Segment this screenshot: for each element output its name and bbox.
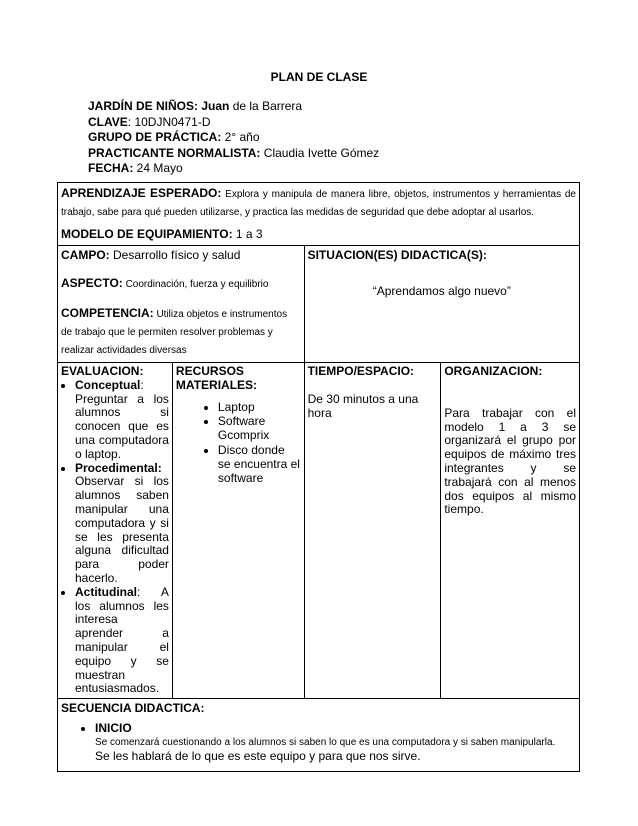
secuencia-label: SECUENCIA DIDACTICA:	[61, 701, 205, 716]
evaluacion-item-conceptual	[75, 379, 169, 462]
recursos-cell	[172, 363, 304, 699]
conceptual-text: : Preguntar a los alumnos si conocen que es una computadora o laptop.	[75, 377, 169, 461]
recurso-item: • Disco donde se encuentra el software	[218, 444, 301, 485]
inicio-line-1: Se comenzará cuestionando a los alumnos si saben lo que es una computadora y si saben manipularla.	[95, 737, 556, 749]
evaluacion-label: EVALUACION:	[61, 364, 144, 378]
campo-cell	[58, 246, 305, 363]
aprendizaje-row	[58, 183, 580, 246]
competencia-line	[61, 305, 301, 359]
clave-row	[88, 115, 379, 131]
clave-value: : 10DJN0471-D	[127, 114, 211, 129]
plan-table	[57, 182, 580, 772]
situacion-value: “Aprendamos algo nuevo”	[372, 284, 511, 298]
organizacion-cell	[441, 363, 580, 699]
jardin-value: de la Barrera	[229, 99, 303, 113]
competencia-label: COMPETENCIA:	[61, 306, 154, 320]
conceptual-title: Conceptual	[75, 377, 141, 392]
aprendizaje-text: Explora y manipula de manera libre, objetos, instrumentos y herramientas de trabajo, sabe para qué pueden utilizarse, y practica las medidas de seguridad que debe adoptar al usarlos.	[61, 189, 576, 218]
inicio-item	[95, 721, 576, 763]
campo-value: Desarrollo físico y salud	[109, 248, 241, 262]
inicio-list	[61, 721, 576, 763]
jardin-row	[88, 99, 379, 115]
aspecto-value: Coordinación, fuerza y equilibrio	[122, 279, 269, 290]
tiempo-label: TIEMPO/ESPACIO:	[307, 364, 415, 378]
fecha-value: 24 Mayo	[133, 161, 183, 175]
organizacion-label: ORGANIZACION:	[444, 364, 543, 378]
tiempo-cell	[304, 363, 441, 699]
modelo-value: 1 a 3	[232, 227, 263, 241]
header-block	[88, 99, 379, 177]
evaluacion-item-actitudinal	[75, 586, 169, 696]
aprendizaje-label: APRENDIZAJE ESPERADO:	[61, 186, 222, 200]
situacion-cell	[304, 246, 579, 363]
evaluacion-row	[58, 363, 580, 699]
evaluacion-list	[61, 379, 169, 696]
secuencia-cell	[58, 699, 580, 772]
recurso-item: • Software Gcomprix	[218, 415, 301, 443]
campo-row	[58, 246, 580, 363]
fecha-label: FECHA:	[88, 161, 134, 175]
actitudinal-text: : A los alumnos les interesa aprender a manipular el equipo y se muestran entusiasmados.	[75, 584, 169, 696]
organizacion-value: Para trabajar con el modelo 1 a 3 se organizará el grupo por equipos de máximo tres integrantes y se trabajará con al menos dos equipos al mismo tiempo.	[444, 405, 576, 517]
recurso-item: • Laptop	[218, 401, 301, 415]
jardin-value-bold: Juan	[201, 99, 230, 113]
modelo-label: MODELO DE EQUIPAMIENTO:	[61, 227, 233, 241]
evaluacion-item-procedimental	[75, 462, 169, 586]
campo-line	[61, 248, 301, 263]
situacion-label: SITUACION(ES) DIDACTICA(S):	[307, 248, 487, 262]
grupo-label: GRUPO DE PRÁCTICA:	[88, 130, 222, 144]
grupo-row	[88, 130, 379, 146]
recursos-list	[176, 401, 301, 486]
clave-label: CLAVE	[88, 114, 128, 129]
document-title: PLAN DE CLASE	[270, 70, 368, 84]
competencia-value: Utiliza objetos e instrumentos de trabajo que le permiten resolver problemas y realizar actividades diversas	[61, 309, 288, 356]
modelo-line	[61, 226, 576, 243]
jardin-label: JARDÍN DE NIÑOS:	[88, 99, 199, 113]
grupo-value: 2° año	[221, 130, 260, 144]
tiempo-value: De 30 minutos a una hora	[307, 391, 419, 420]
campo-label: CAMPO:	[61, 248, 110, 262]
inicio-line-2: Se les hablará de lo que es este equipo y para que nos sirve.	[95, 749, 421, 764]
recursos-label: RECURSOS MATERIALES:	[175, 364, 258, 392]
practicante-row	[88, 146, 379, 162]
evaluacion-cell	[58, 363, 173, 699]
aspecto-line	[61, 276, 301, 292]
procedimental-title: Procedimental:	[75, 460, 162, 475]
aspecto-label: ASPECTO:	[61, 276, 123, 290]
aprendizaje-cell	[58, 183, 580, 246]
secuencia-row	[58, 699, 580, 772]
actitudinal-title: Actitudinal	[75, 584, 137, 599]
inicio-label: INICIO	[95, 721, 132, 736]
practicante-label: PRACTICANTE NORMALISTA:	[88, 145, 261, 160]
procedimental-text: Observar si los alumnos saben manipular una computadora y si se les presenta alguna dificultad para poder hacerlo.	[75, 474, 169, 585]
practicante-value: Claudia Ivette Gómez	[260, 145, 380, 160]
fecha-row	[88, 161, 379, 177]
